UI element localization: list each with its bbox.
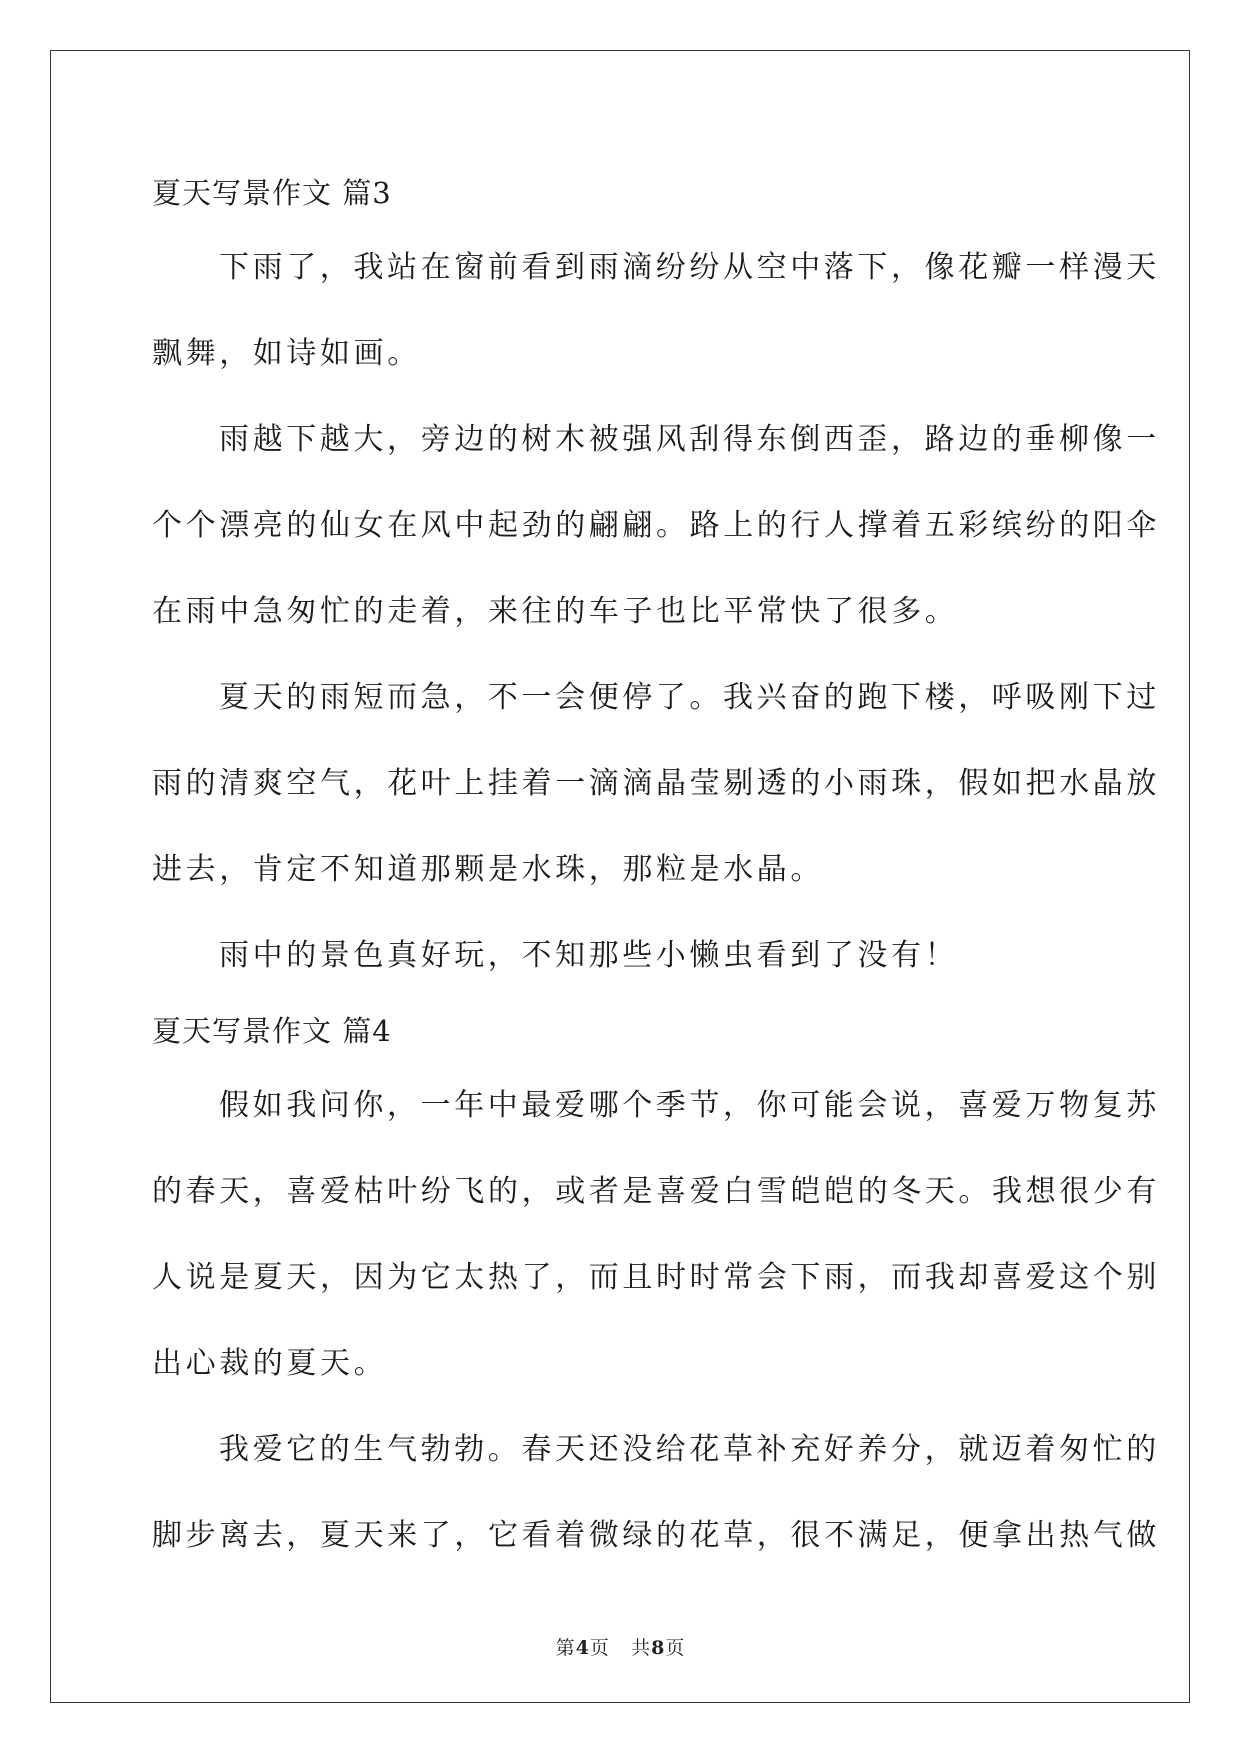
paragraph-line: 雨越下越大，旁边的树木被强风刮得东倒西歪，路边的垂柳像一 bbox=[219, 422, 1160, 457]
current-page-number: 4 bbox=[575, 1637, 590, 1659]
paragraph-line: 飘舞，如诗如画。 bbox=[152, 336, 421, 371]
paragraph-line: 进去，肯定不知道那颗是水珠，那粒是水晶。 bbox=[152, 852, 824, 887]
footer-total-suffix: 页 bbox=[665, 1637, 686, 1659]
total-pages-number: 8 bbox=[651, 1637, 666, 1659]
footer-prefix: 第 bbox=[555, 1637, 576, 1659]
paragraph-line: 脚步离去，夏天来了，它看着微绿的花草，很不满足，便拿出热气做 bbox=[152, 1518, 1160, 1553]
paragraph-line: 个个漂亮的仙女在风中起劲的翩翩。路上的行人撑着五彩缤纷的阳伞 bbox=[152, 508, 1160, 543]
paragraph-line: 夏天的雨短而急，不一会便停了。我兴奋的跑下楼，呼吸刚下过 bbox=[219, 680, 1160, 715]
paragraph-line: 的春天，喜爱枯叶纷飞的，或者是喜爱白雪皑皑的冬天。我想很少有 bbox=[152, 1174, 1160, 1209]
paragraph-line: 出心裁的夏天。 bbox=[152, 1346, 388, 1381]
paragraph-line: 我爱它的生气勃勃。春天还没给花草补充好养分，就迈着匆忙的 bbox=[219, 1432, 1160, 1467]
section-heading: 夏天写景作文 篇4 bbox=[152, 1014, 392, 1048]
paragraph-line: 下雨了，我站在窗前看到雨滴纷纷从空中落下，像花瓣一样漫天 bbox=[219, 250, 1160, 285]
paragraph-line: 假如我问你，一年中最爱哪个季节，你可能会说，喜爱万物复苏 bbox=[219, 1088, 1160, 1123]
paragraph-line: 雨中的景色真好玩，不知那些小懒虫看到了没有！ bbox=[219, 938, 959, 973]
section-heading: 夏天写景作文 篇3 bbox=[152, 176, 392, 210]
footer-page-word: 页 bbox=[589, 1637, 610, 1659]
paragraph-line: 人说是夏天，因为它太热了，而且时时常会下雨，而我却喜爱这个别 bbox=[152, 1260, 1160, 1295]
footer-total-prefix: 共 bbox=[631, 1637, 652, 1659]
paragraph-line: 雨的清爽空气，花叶上挂着一滴滴晶莹剔透的小雨珠，假如把水晶放 bbox=[152, 766, 1160, 801]
page-footer bbox=[0, 1633, 1241, 1660]
document-body bbox=[152, 161, 1160, 1579]
paragraph-line: 在雨中急匆忙的走着，来往的车子也比平常快了很多。 bbox=[152, 594, 959, 629]
